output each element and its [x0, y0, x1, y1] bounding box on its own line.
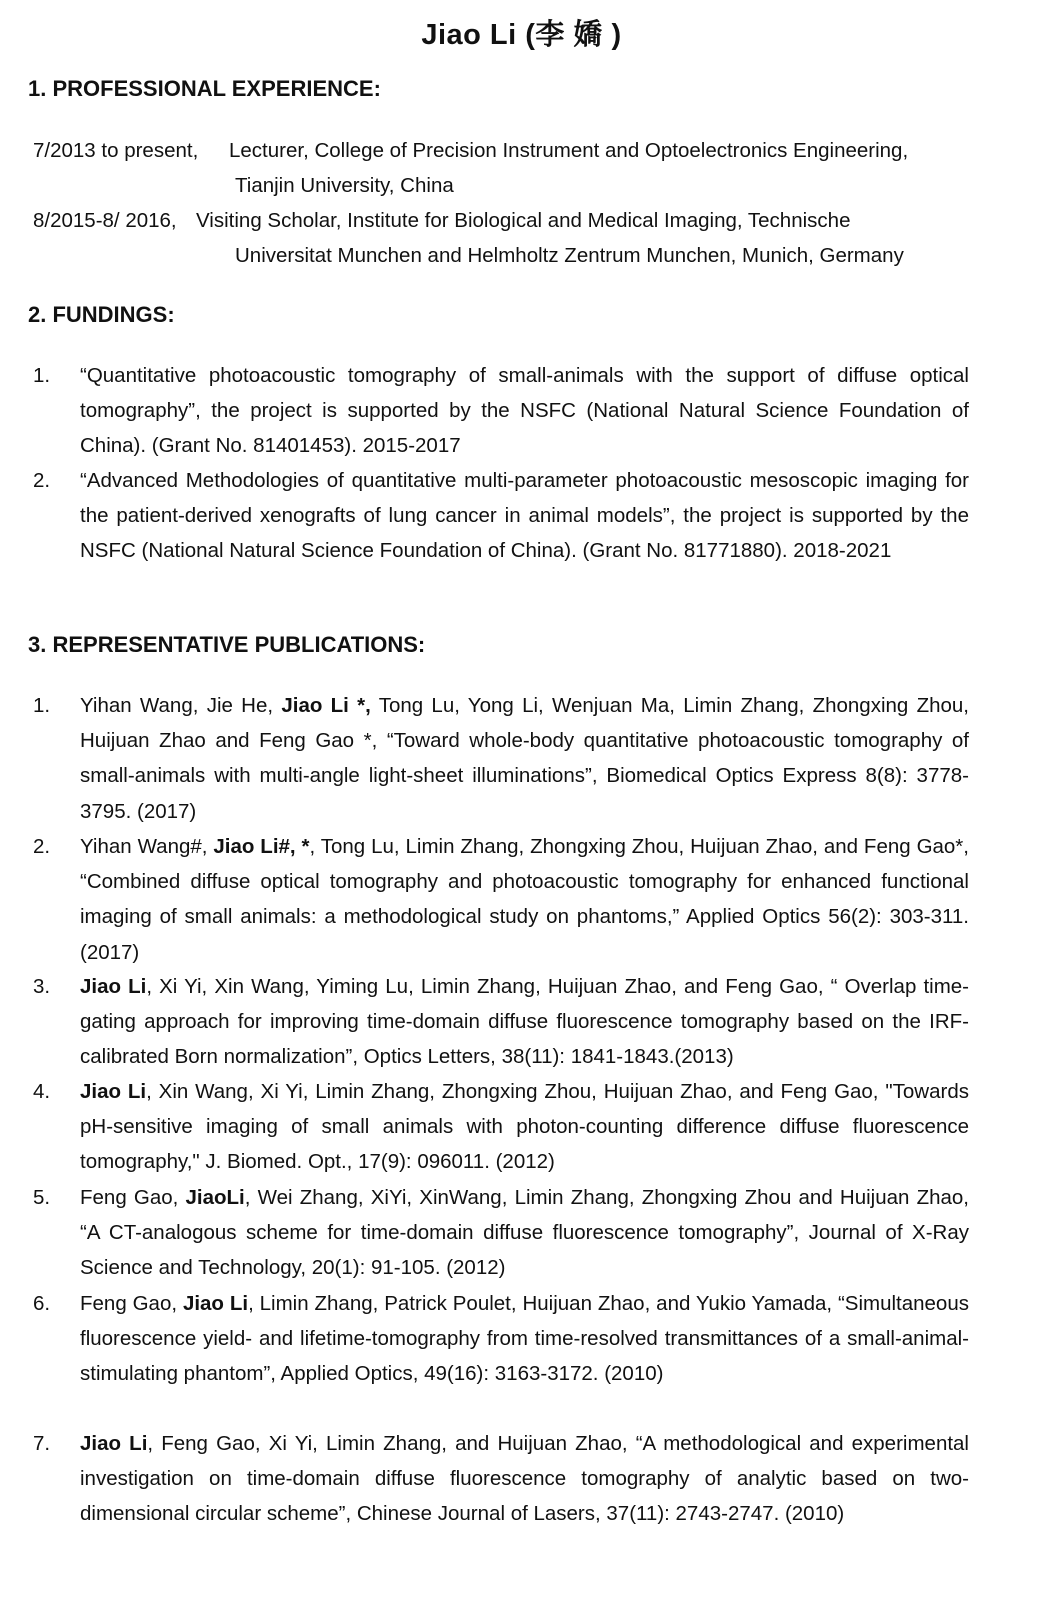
list-number: 5. [33, 1186, 51, 1209]
publication-item: Feng Gao, JiaoLi, Wei Zhang, XiYi, XinWang, Limin Zhang, Zhongxing Zhou and Huijuan Zhao, “A CT-analogous scheme for time-domain diffuse fluorescence tomography”, Journal of X-Ray Science and Technology, 20(1): 91-105. (2012) [80, 1186, 969, 1280]
publication-item: Feng Gao, Jiao Li, Limin Zhang, Patrick Poulet, Huijuan Zhao, and Yukio Yamada, “Simultaneous fluorescence yield- and lifetime-tomography from time-resolved transmittances of a small-animal-stimulating phantom”, Applied Optics, 49(16): 3163-3172. (2010) [80, 1292, 969, 1386]
author-highlight: Jiao Li [80, 1432, 148, 1455]
publication-item: Jiao Li, Xin Wang, Xi Yi, Limin Zhang, Zhongxing Zhou, Huijuan Zhao, and Feng Gao, "Towards pH-sensitive imaging of small animals with photon-counting difference diffuse fluorescence tomography," J. Biomed. Opt., 17(9): 096011. (2012) [80, 1080, 969, 1174]
experience-role-line: Tianjin University, China [235, 174, 454, 197]
page-title: Jiao Li (李 嬌 ) [421, 19, 622, 51]
list-number: 1. [33, 694, 51, 717]
list-number: 1. [33, 364, 51, 387]
list-number: 3. [33, 975, 51, 998]
list-number: 7. [33, 1432, 51, 1455]
author-highlight: Jiao Li [80, 1080, 147, 1103]
publication-item: Yihan Wang#, Jiao Li#, *, Tong Lu, Limin Zhang, Zhongxing Zhou, Huijuan Zhao, and Feng Gao*, “Combined diffuse optical tomography and photoacoustic tomography for enhanced functional imaging of small animals: a methodological study on phantoms,” Applied Optics 56(2): 303-311. (2017) [80, 835, 969, 964]
author-highlight: JiaoLi [185, 1186, 245, 1209]
list-number: 4. [33, 1080, 51, 1103]
experience-role-line: Lecturer, College of Precision Instrument and Optoelectronics Engineering, [229, 139, 909, 162]
author-highlight: Jiao Li [182, 1292, 249, 1315]
funding-item: “Quantitative photoacoustic tomography of small-animals with the support of diffuse optical tomography”, the project is supported by the NSFC (National Natural Science Foundation of China). (Grant No. 81401453). 2015-2017 [80, 364, 969, 458]
list-number: 2. [33, 469, 51, 492]
experience-date: 7/2013 to present, [33, 139, 199, 162]
publication-item: Jiao Li, Feng Gao, Xi Yi, Limin Zhang, and Huijuan Zhao, “A methodological and experimental investigation on time-domain diffuse fluorescence tomography of analytic based on two-dimensional circular scheme”, Chinese Journal of Lasers, 37(11): 2743-2747. (2010) [80, 1432, 969, 1526]
fundings-heading: 2. FUNDINGS: [28, 302, 175, 327]
experience-heading: 1. PROFESSIONAL EXPERIENCE: [28, 76, 381, 101]
author-highlight: Jiao Li [80, 975, 147, 998]
list-number: 6. [33, 1292, 51, 1315]
experience-role-line: Universitat Munchen and Helmholtz Zentrum Munchen, Munich, Germany [235, 244, 904, 267]
author-highlight: Jiao Li *, [281, 694, 371, 717]
experience-role-line: Visiting Scholar, Institute for Biological and Medical Imaging, Technische [196, 209, 851, 232]
publications-heading: 3. REPRESENTATIVE PUBLICATIONS: [28, 632, 426, 657]
funding-item: “Advanced Methodologies of quantitative multi-parameter photoacoustic mesoscopic imaging for the patient-derived xenografts of lung cancer in animal models”, the project is supported by the NSFC (National Natural Science Foundation of China). (Grant No. 81771880). 2018-2021 [80, 469, 969, 563]
list-number: 2. [33, 835, 51, 858]
author-highlight: Jiao Li#, * [213, 835, 310, 858]
publication-item: Yihan Wang, Jie He, Jiao Li *, Tong Lu, Yong Li, Wenjuan Ma, Limin Zhang, Zhongxing Zhou, Huijuan Zhao and Feng Gao *, “Toward whole-body quantitative photoacoustic tomography of small-animals with multi-angle light-sheet illuminations”, Biomedical Optics Express 8(8): 3778-3795. (2017) [80, 694, 969, 823]
experience-date: 8/2015-8/ 2016, [33, 209, 177, 232]
publication-item: Jiao Li, Xi Yi, Xin Wang, Yiming Lu, Limin Zhang, Huijuan Zhao, and Feng Gao, “ Overlap time-gating approach for improving time-domain diffuse fluorescence tomography based on the IRF-calibrated Born normalization”, Optics Letters, 38(11): 1841-1843.(2013) [80, 975, 969, 1069]
